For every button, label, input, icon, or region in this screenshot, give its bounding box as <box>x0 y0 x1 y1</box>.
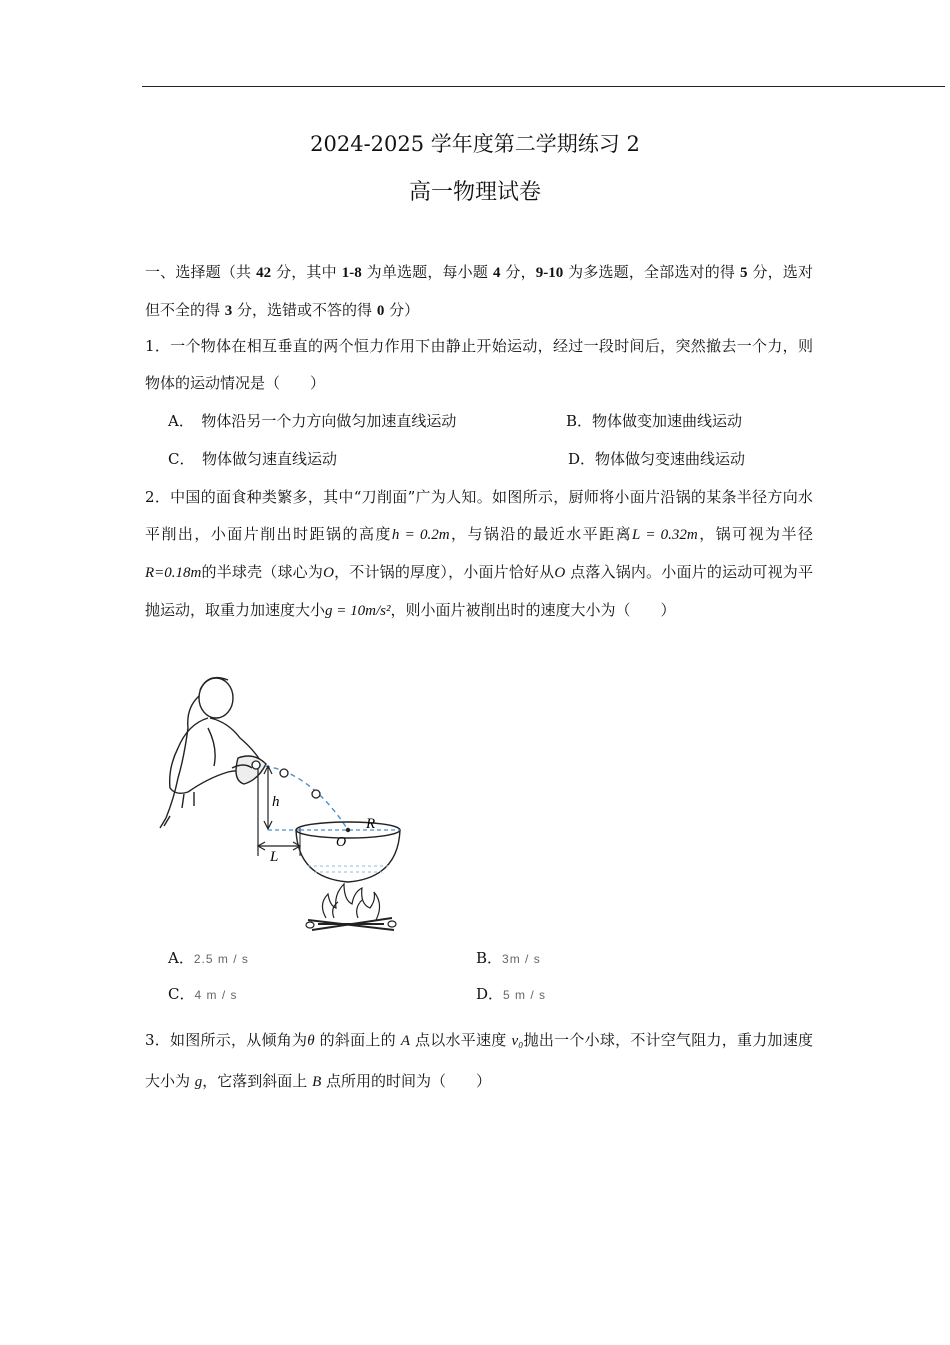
q1-option-a[interactable]: A． 物体沿另一个力方向做匀加速直线运动 <box>168 412 457 430</box>
header-rule <box>142 86 945 87</box>
trajectory-curve <box>256 765 348 830</box>
question-3-stem: 3．如图所示，从倾角为θ 的斜面上的 A 点以水平速度 v₀抛出一个小球，不计空气阻力，重力加速度大小为 g，它落到斜面上 B 点所用的时间为（ ） <box>145 1031 813 1090</box>
q1-option-d[interactable]: D．物体做匀变速曲线运动 <box>568 450 746 468</box>
noodle-pot-figure <box>148 668 410 940</box>
label-L: L <box>270 849 279 865</box>
noodle-point-2 <box>280 769 288 777</box>
q2-option-d[interactable]: D．5 m / s <box>476 985 547 1003</box>
exam-title: 2024-2025 学年度第二学期练习 2 <box>310 132 640 156</box>
q1-option-c[interactable]: C． 物体做匀速直线运动 <box>168 450 337 468</box>
question-2-stem: 2．中国的面食种类繁多，其中“刀削面”广为人知。如图所示，厨师将小面片沿锅的某条半径方向水平削出，小面片削出时距锅的高度h = 0.2m，与锅沿的最近水平距离L = 0.32m，锅可视为半径R=0.18m的半球壳（球心为O，不计锅的厚度），小面片恰好从O 点落入锅内。小面片的运动可视为平抛运动，取重力加速度大小g = 10m/s²，则小面片被削出时的速度大小为（ ） <box>145 488 813 619</box>
section-instructions: 一、选择题（共 42 分，其中 1-8 为单选题，每小题 4 分，9-10 为多选题，全部选对的得 5 分，选对但不全的得 3 分，选错或不答的得 0 分） <box>145 263 813 319</box>
radius-value: R=0.18m <box>145 565 202 581</box>
height-value: h = 0.2m <box>391 527 450 543</box>
exam-subtitle: 高一物理试卷 <box>408 180 541 205</box>
noodle-point-3 <box>312 790 320 798</box>
label-h: h <box>272 794 280 810</box>
fire-illustration <box>306 884 396 930</box>
label-R: R <box>366 816 376 832</box>
q1-option-b[interactable]: B．物体做变加速曲线运动 <box>566 412 743 430</box>
noodle-point-1 <box>252 761 260 769</box>
q2-option-b[interactable]: B．3m / s <box>476 949 541 967</box>
distance-value: L = 0.32m <box>632 527 698 543</box>
q2-option-a[interactable]: A．2.5 m / s <box>168 949 249 967</box>
question-1-stem: 1．一个物体在相互垂直的两个恒力作用下由静止开始运动，经过一段时间后，突然撤去一个力，则物体的运动情况是（ ） <box>145 337 813 392</box>
q2-option-c[interactable]: C．4 m / s <box>168 985 238 1003</box>
label-O: O <box>336 835 347 850</box>
gravity-value: g = 10m/s² <box>325 603 391 619</box>
chef-illustration <box>160 678 266 828</box>
